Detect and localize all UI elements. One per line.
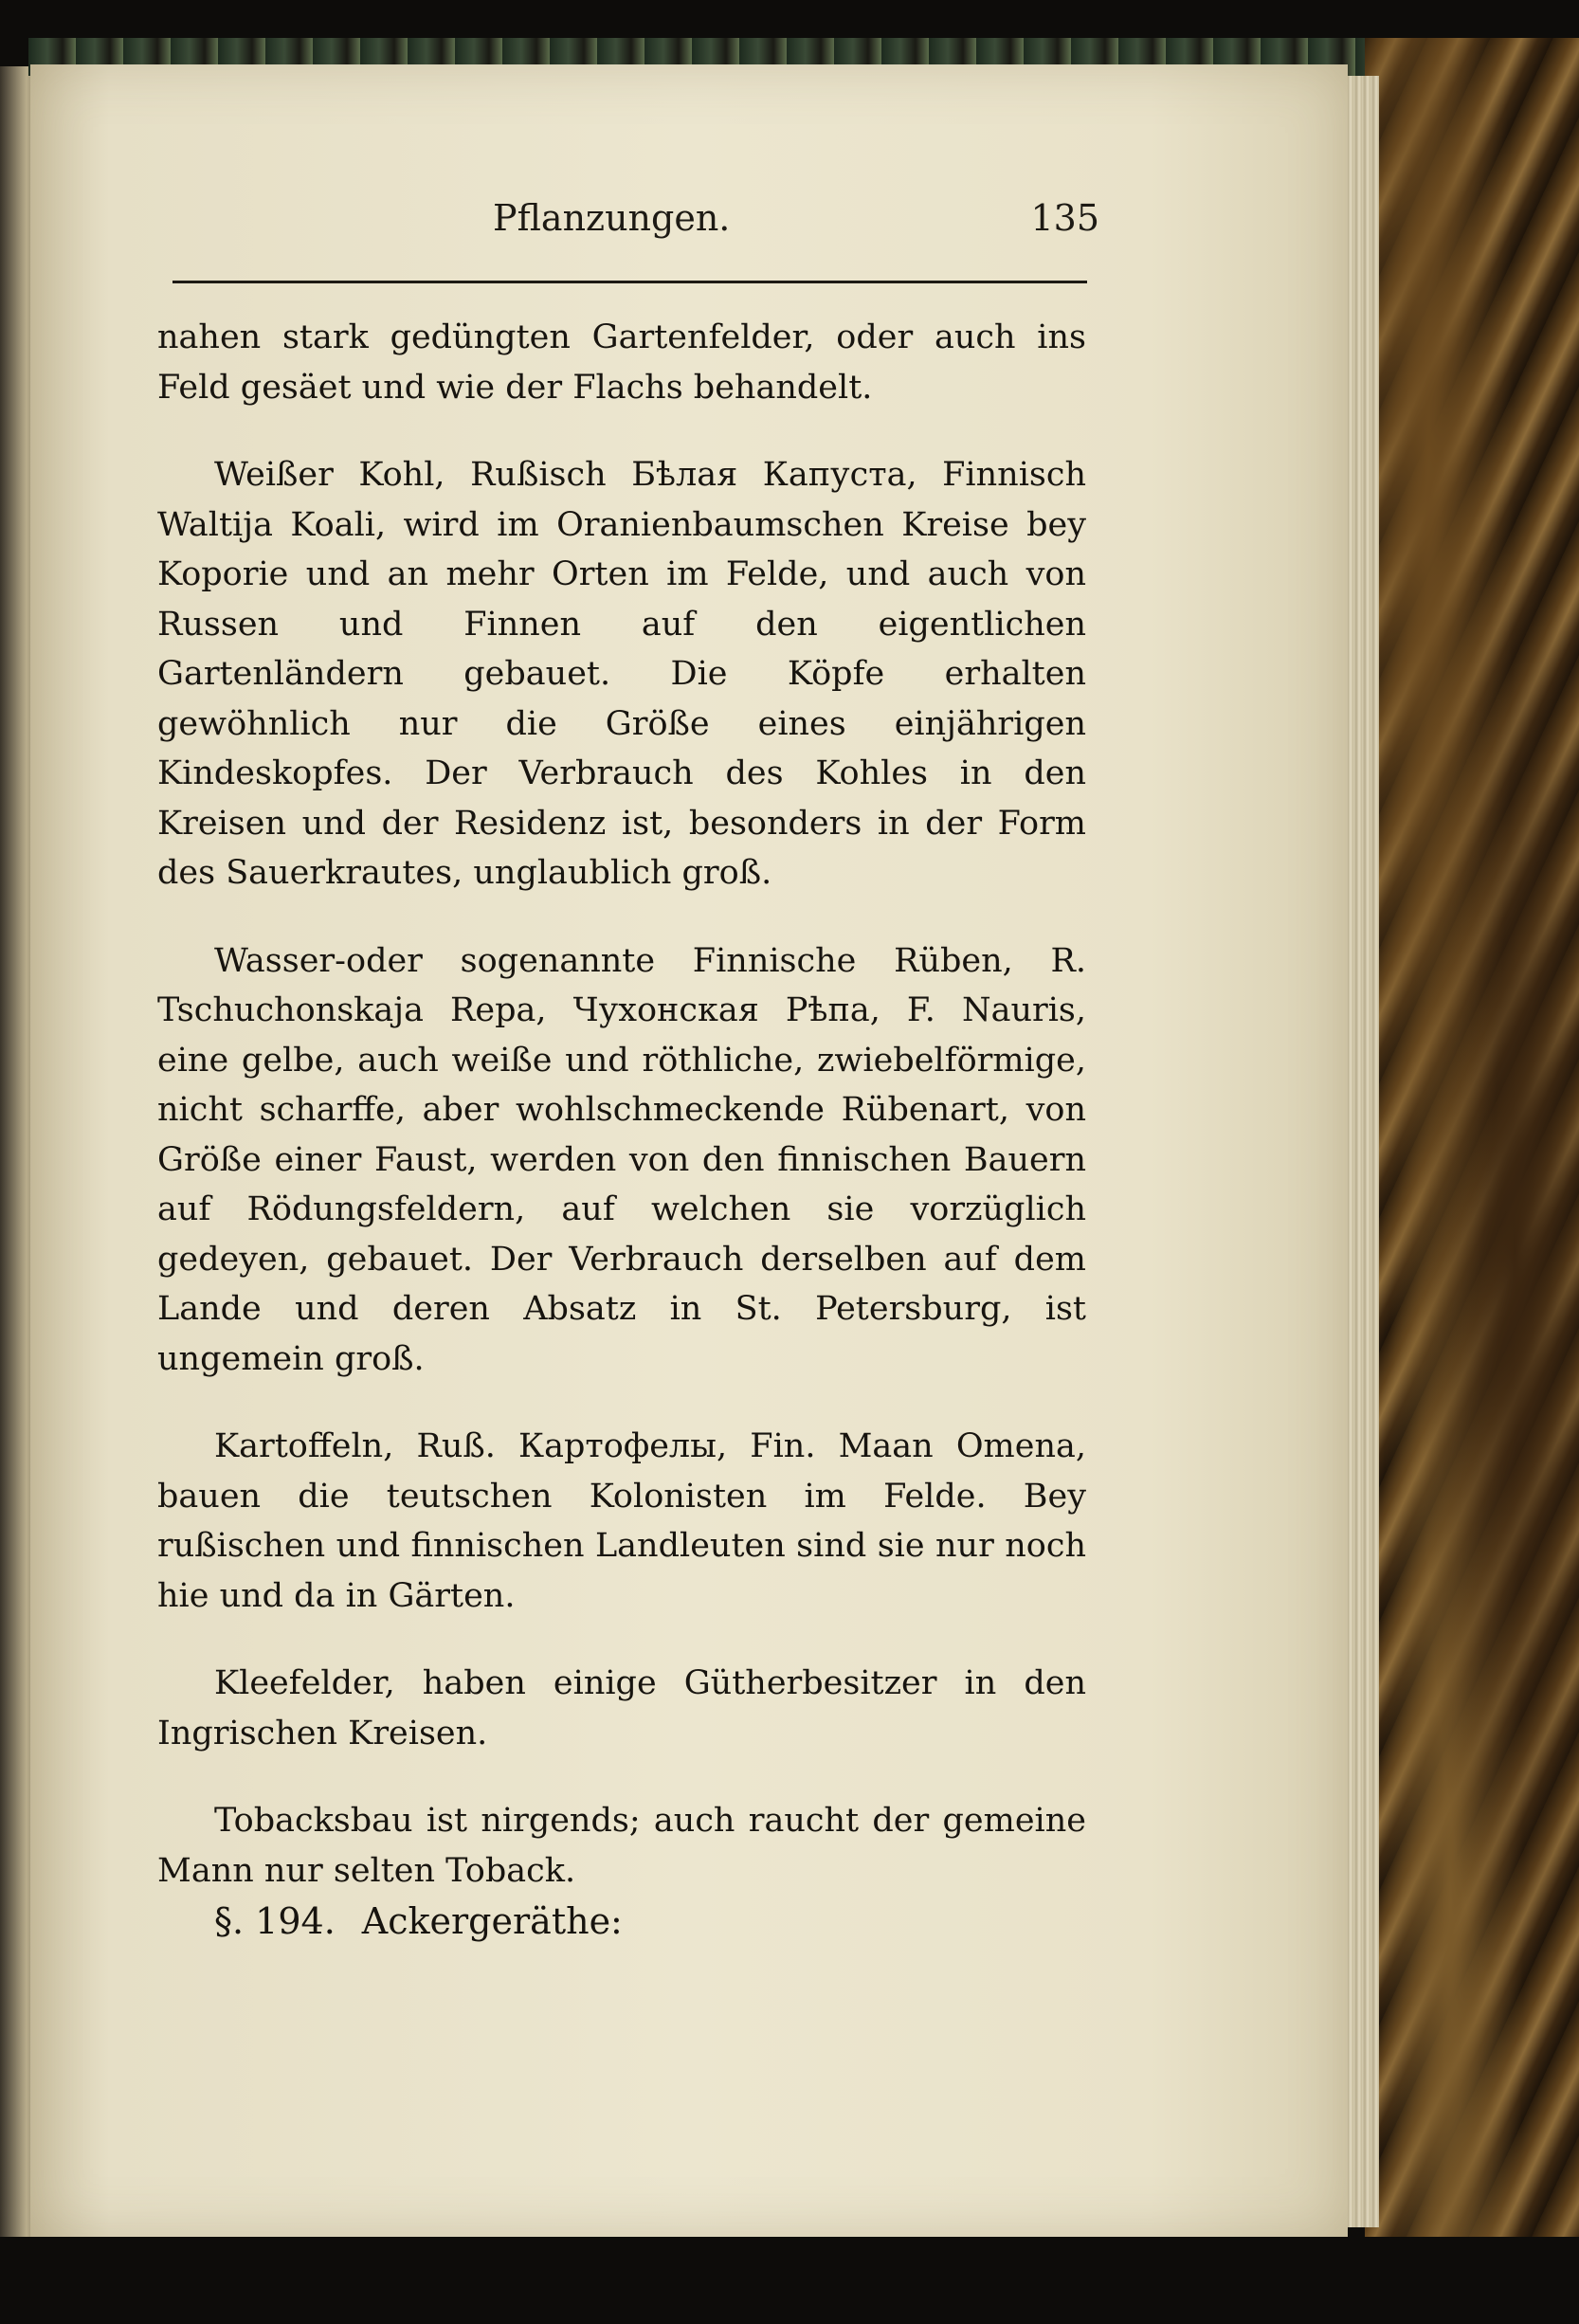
- paragraph: nahen stark gedüngten Gartenfelder, oder auch ins Feld gesäet und wie der Flachs behandelt.: [157, 318, 1086, 407]
- paragraph: Kartoffeln, Ruß. Картофелы, Fin. Maan Omena, bauen die teutschen Kolonisten im Felde. Bey rußischen und finnischen Landleuten sind sie nur noch hie und da in Gärten.: [157, 1427, 1086, 1615]
- section-number: §. 194.: [214, 1900, 336, 1942]
- page-number: 135: [1030, 197, 1099, 239]
- header-rule: [172, 281, 1087, 283]
- marbled-cover: [1365, 38, 1579, 2237]
- section-heading: [214, 1900, 623, 1942]
- running-title: Pflanzungen.: [493, 197, 731, 239]
- paragraph: Weißer Kohl, Rußisch Бѣлая Капуста, Finnisch Waltija Koali, wird im Oranienbaumschen Kreise bey Koporie und an mehr Orten im Felde, und auch von Russen und Finnen auf den eigentlichen Gartenländern gebauet. Die Köpfe erhalten gewöhnlich nur die Größe eines einjährigen Kindeskopfes. Der Verbrauch des Kohles in den Kreisen und der Residenz ist, besonders in der Form des Sauerkrautes, unglaublich groß.: [157, 456, 1086, 892]
- section-title: Ackergeräthe:: [361, 1900, 623, 1942]
- page-body: [157, 313, 1086, 1934]
- page-header: [493, 197, 1099, 254]
- paragraph: Kleefelder, haben einige Gütherbesitzer in den Ingrischen Kreisen.: [157, 1664, 1086, 1752]
- paragraph: Tobacksbau ist nirgends; auch raucht der gemeine Mann nur selten Toback.: [157, 1802, 1086, 1890]
- paragraph: Wasser-oder sogenannte Finnische Rüben, R. Tschuchonskaja Repa, Чухонская Рѣпа, F. Nauris, eine gelbe, auch weiße und röthliche, zwiebelförmige, nicht scharffe, aber wohlschmeckende Rübenart, von Größe einer Faust, werden von den finnischen Bauern auf Rödungsfeldern, auf welchen sie vorzüglich gedeyen, gebauet. Der Verbrauch derselben auf dem Lande und deren Absatz in St. Petersburg, ist ungemein groß.: [157, 941, 1086, 1378]
